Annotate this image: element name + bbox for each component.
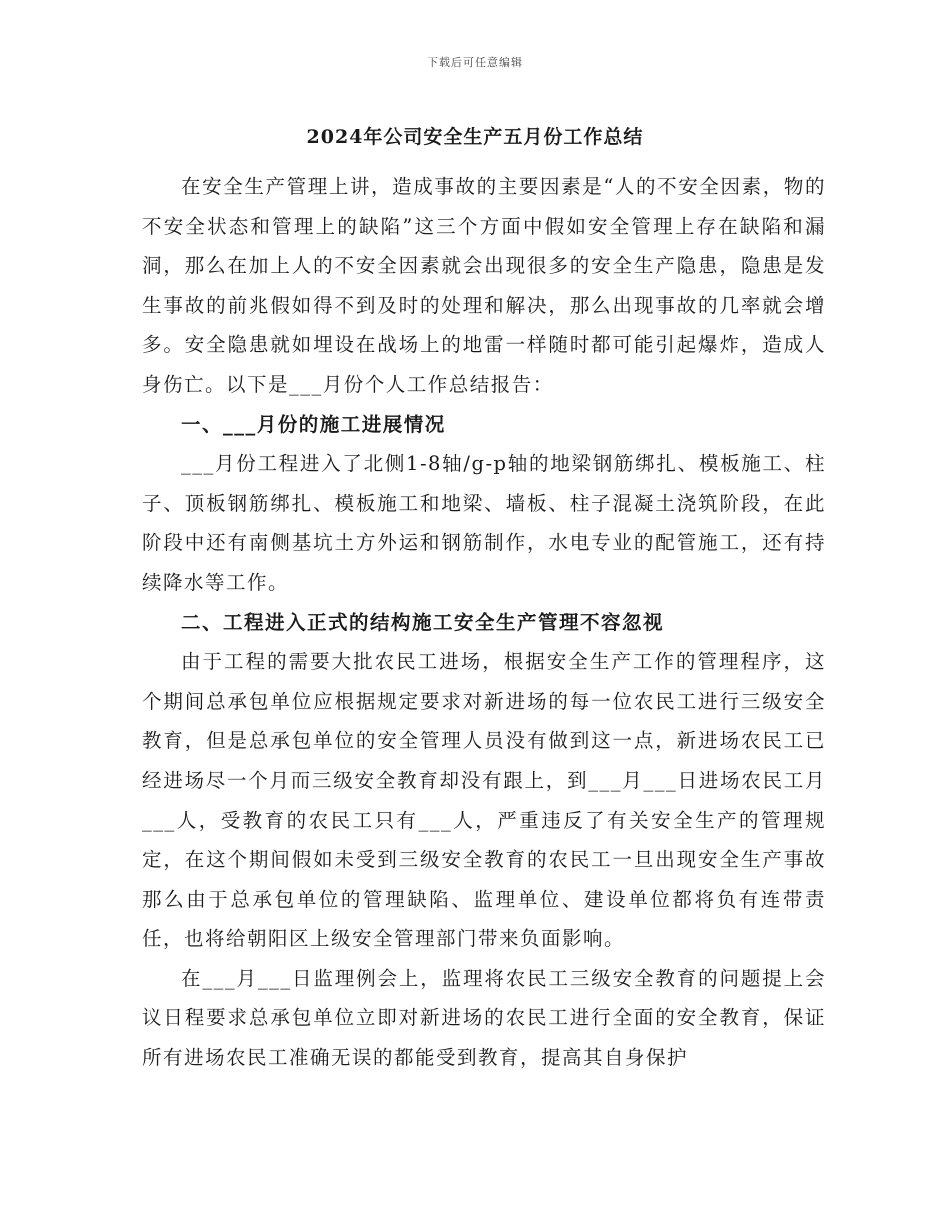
header-note: 下载后可任意编辑 — [427, 56, 523, 69]
document-title: 2024年公司安全生产五月份工作总结 — [306, 126, 644, 148]
section-2-paragraph-1: 由于工程的需要大批农民工进场，根据安全生产工作的管理程序，这个期间总承包单位应根据规定要求对新进场的每一位农民工进行三级安全教育，但是总承包单位的安全管理人员没有做到这一点，新进场农民工已经进场尽一个月而三级安全教育却没有跟上，到___月___日进场农民工月___人，受教育的农民工只有___人，严重违反了有关安全生产的管理规定，在这个期间假如未受到三级安全教育的农民工一旦出现安全生产事故那么由于总承包单位的管理缺陷、监理单位、建设单位都将负有连带责任，也将给朝阳区上级安全管理部门带来负面影响。 — [142, 650, 826, 951]
intro-paragraph: 在安全生产管理上讲，造成事故的主要因素是“人的不安全因素，物的不安全状态和管理上的缺陷”这三个方面中假如安全管理上存在缺陷和漏洞，那么在加上人的不安全因素就会出现很多的安全生产隐患，隐患是发生事故的前兆假如得不到及时的处理和解决，那么出现事故的几率就会增多。安全隐患就如埋设在战场上的地雷一样随时都可能引起爆炸，造成人身伤亡。以下是___月份个人工作总结报告： — [142, 175, 826, 396]
section-heading-1: 一、___月份的施工进展情况 — [181, 412, 446, 436]
document-body — [142, 167, 826, 1078]
section-heading-2: 二、工程进入正式的结构施工安全生产管理不容忽视 — [181, 610, 665, 634]
section-1-paragraph: ___月份工程进入了北侧1-8轴/g-p轴的地梁钢筋绑扎、模板施工、柱子、顶板钢筋绑扎、模板施工和地梁、墙板、柱子混凝土浇筑阶段，在此阶段中还有南侧基坑土方外运和钢筋制作，水电专业的配管施工，还有持续降水等工作。 — [142, 452, 826, 594]
section-2-paragraph-2: 在___月___日监理例会上，监理将农民工三级安全教育的问题提上会议日程要求总承包单位立即对新进场的农民工进行全面的安全教育，保证所有进场农民工准确无误的都能受到教育，提高其自身保护 — [142, 966, 826, 1070]
